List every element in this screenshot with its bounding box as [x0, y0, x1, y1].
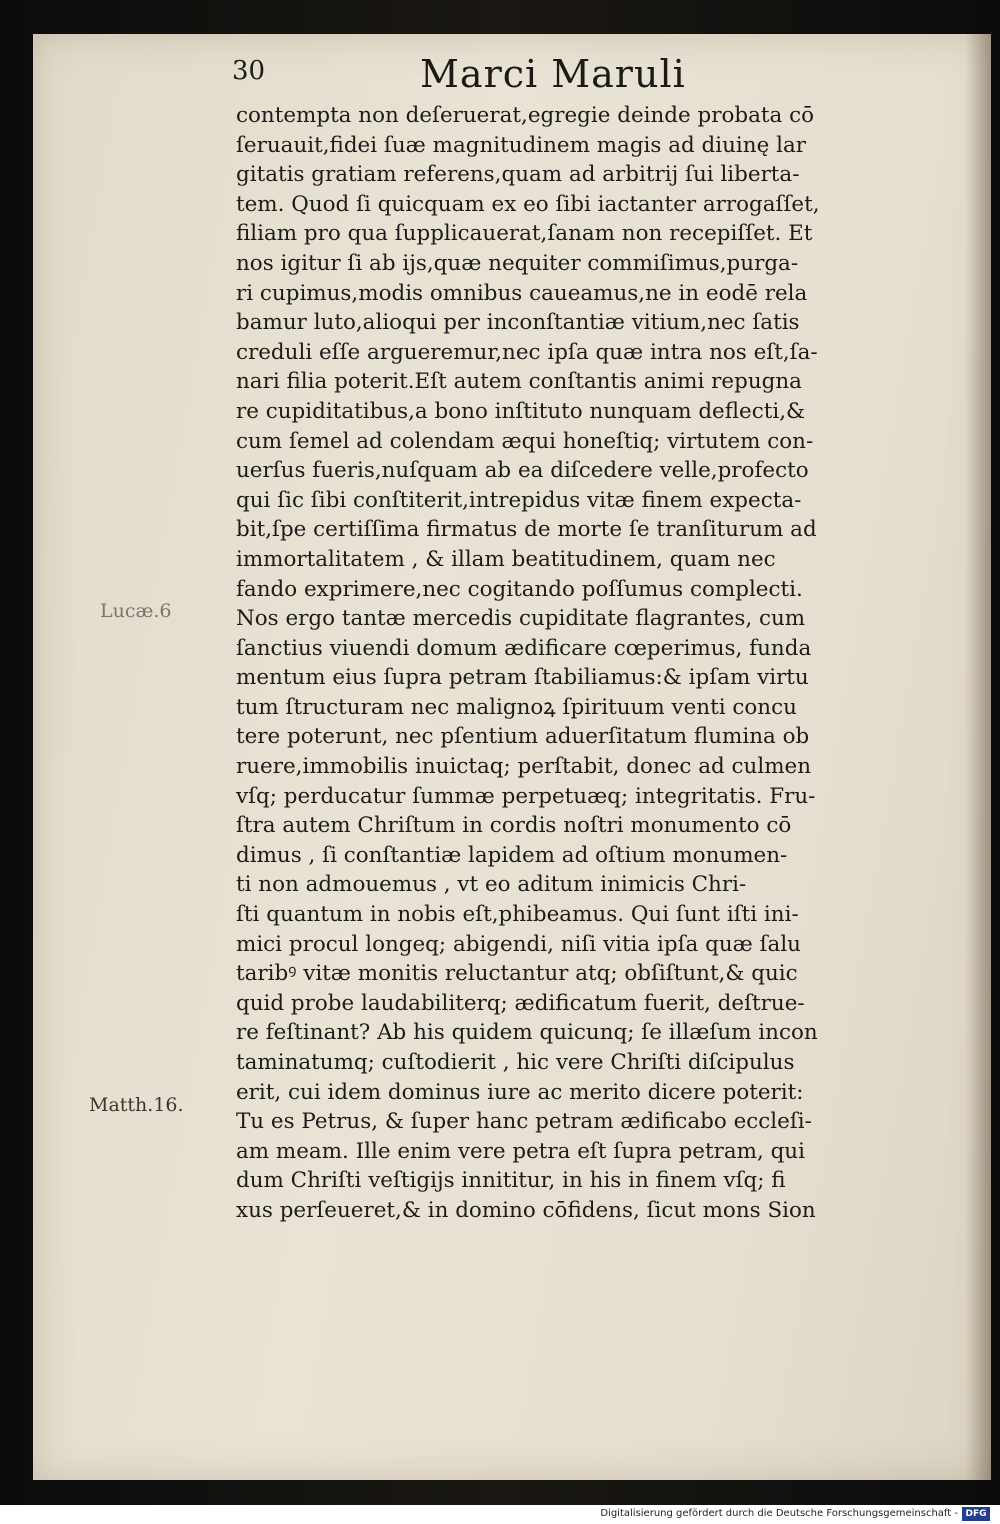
running-title: Marci Maruli	[420, 52, 686, 96]
text-line: ti non admouemus , vt eo aditum inimicis Chri-	[236, 872, 747, 898]
margin-note-matthew: Matth.16.	[89, 1094, 184, 1116]
text-line: filiam pro qua ſupplicauerat,ſanam non recepiſſet. Et	[236, 221, 813, 247]
text-line: gitatis gratiam referens,quam ad arbitrij ſui liberta-	[236, 162, 800, 188]
text-line: tum ſtructuram nec malignoꝝ ſpirituum venti concu	[236, 694, 797, 720]
text-line: ſti quantum in nobis eſt,phibeamus. Qui ſunt iſti ini-	[236, 902, 799, 928]
text-line: uerſus fueris,nuſquam ab ea diſcedere velle,profecto	[236, 458, 809, 484]
text-line: erit, cui idem dominus iure ac merito dicere poterit:	[236, 1079, 804, 1105]
text-line: ſtra autem Chriſtum in cordis noſtri monumento cō	[236, 813, 792, 839]
text-line: tere poterunt, nec pſentium aduerſitatum flumina ob	[236, 724, 810, 750]
running-head	[232, 52, 872, 102]
text-line: contempta non deſeruerat,egregie deinde probata cō	[236, 103, 815, 128]
text-line: dimus , ſi conſtantiæ lapidem ad oſtium monumen-	[236, 842, 788, 868]
dfg-logo-icon: DFG	[962, 1507, 990, 1521]
text-line: ſanctius viuendi domum ædificare cœperimus, funda	[236, 635, 812, 661]
digitization-footer	[0, 1505, 1000, 1524]
main-text	[236, 101, 866, 1226]
text-line: re cupiditatibus,a bono inſtituto nunquam deflecti,&	[236, 398, 806, 424]
text-line: Tu es Petrus, & ſuper hanc petram ædificabo eccleſi-	[236, 1109, 812, 1135]
text-line: immortalitatem , & illam beatitudinem, quam nec	[236, 546, 776, 572]
text-line: fando exprimere,nec cogitando poſſumus complecti.	[236, 576, 803, 602]
text-line: ruere,immobilis inuictaq; perſtabit, donec ad culmen	[236, 754, 812, 780]
text-line: creduli eſſe argueremur,nec ipſa quæ intra nos eſt,ſa-	[236, 339, 818, 365]
text-line: bit,ſpe certiſſima firmatus de morte ſe tranſiturum ad	[236, 517, 817, 543]
text-line: ri cupimus,modis omnibus caueamus,ne in eodē rela	[236, 280, 808, 306]
text-line: am meam. Ille enim vere petra eſt ſupra petram, qui	[236, 1138, 805, 1164]
text-line: mentum eius ſupra petram ſtabiliamus:& ipſam virtu	[236, 665, 809, 691]
text-line: Nos ergo tantæ mercedis cupiditate flagrantes, cum	[236, 606, 806, 632]
text-line: nos igitur ſi ab ijs,quæ nequiter commiſimus,purga-	[236, 250, 799, 276]
text-line: taribꝰ vitæ monitis reluctantur atq; obſiſtunt,& quic	[236, 961, 798, 987]
text-line: xus perſeueret,& in domino cōfidens, ſicut mons Sion	[236, 1197, 816, 1223]
text-line: vſq; perducatur ſummæ perpetuæq; integritatis. Fru-	[236, 783, 816, 809]
text-line: tem. Quod ſi quicquam ex eo ſibi iactanter arrogaſſet,	[236, 191, 820, 217]
text-line: ſeruauit,fidei ſuæ magnitudinem magis ad diuinę lar	[236, 132, 806, 158]
text-line: cum ſemel ad colendam æqui honeſtiq; virtutem con-	[236, 428, 814, 454]
text-line: bamur luto,alioqui per inconſtantiæ vitium,nec ſatis	[236, 310, 800, 336]
text-line: re feſtinant? Ab his quidem quicunq; ſe illæſum incon	[236, 1020, 818, 1046]
text-line: dum Chriſti veſtigijs innititur, in his in finem vſq; fi	[236, 1168, 786, 1194]
page-number: 30	[232, 56, 266, 86]
text-line: nari filia poterit.Eſt autem conſtantis animi repugna	[236, 369, 802, 395]
footer-credit: Digitalisierung gefördert durch die Deutsche Forschungsgemeinschaft -	[600, 1508, 958, 1519]
spine-shadow	[965, 34, 991, 1480]
text-line: qui ſic ſibi conſtiterit,intrepidus vitæ finem expecta-	[236, 487, 802, 513]
text-line: taminatumq; cuſtodierit , hic vere Chriſti diſcipulus	[236, 1050, 795, 1075]
text-line: mici procul longeq; abigendi, niſi vitia ipſa quæ ſalu	[236, 931, 801, 957]
text-line: quid probe laudabiliterq; ædificatum fuerit, deſtrue-	[236, 990, 805, 1016]
margin-note-luke: Lucæ.6	[100, 600, 172, 622]
